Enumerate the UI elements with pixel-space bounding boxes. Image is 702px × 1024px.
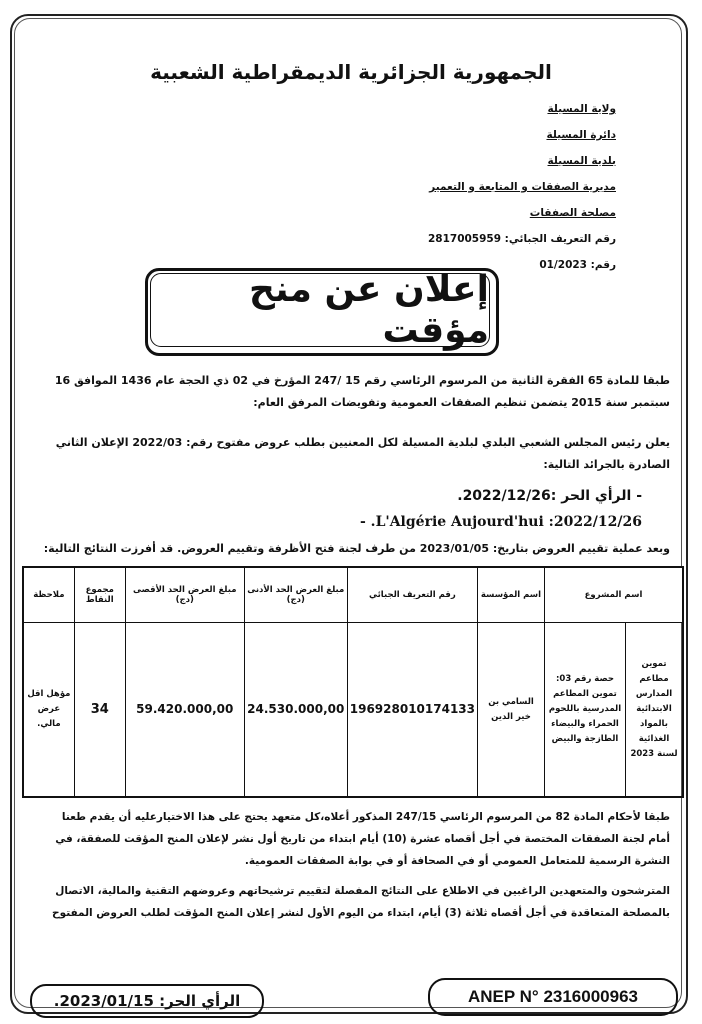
- footer-newspaper: الرأي الحر: 2023/01/15.: [30, 984, 264, 1018]
- cell-total-points: 34: [74, 623, 125, 798]
- newspaper-1: - الرأي الحر :2022/12/26.: [457, 488, 642, 504]
- header-min-amount: مبلغ العرض الحد الأدنى (دج): [244, 567, 347, 623]
- header-tax-id: رقم التعريف الجبائي: [347, 567, 477, 623]
- announcement-paragraph: يعلن رئيس المجلس الشعبي البلدي لبلدية المسيلة لكل المعنيين بطلب عروض مفتوح رقم: 2022/03 الإعلان الثاني الصادرة بالجرائد التالية:: [55, 436, 670, 471]
- table-header-row: [23, 567, 683, 623]
- daira: دائرة المسيلة: [546, 129, 616, 141]
- announcement-title: إعلان عن منح مؤقت: [150, 273, 490, 347]
- legal-basis-paragraph: طبقا للمادة 65 الفقرة الثانية من المرسوم الرئاسي رقم 15 /247 المؤرخ في 02 ذي الحجة عام 1436 الموافق 16 سبتمبر سنة 2015 يتضمن تنظيم الصفقات العمومية وتفويضات المرفق العام:: [54, 374, 670, 409]
- header-project: اسم المشروع: [545, 567, 684, 623]
- republic-heading: الجمهورية الجزائرية الديمقراطية الشعبية: [150, 60, 552, 84]
- wilaya: ولاية المسيلة: [547, 103, 616, 115]
- cell-max-amount: 59.420.000,00: [125, 623, 244, 798]
- footer-anep-number: ANEP N° 2316000963: [428, 978, 678, 1016]
- cell-min-amount: 24.530.000,00: [244, 623, 347, 798]
- header-max-amount: مبلغ العرض الحد الأقصى (دج): [125, 567, 244, 623]
- header-institution: اسم المؤسسة: [478, 567, 545, 623]
- results-table: [22, 566, 684, 798]
- cell-note: مؤهل اقل عرض مالي.: [23, 623, 74, 798]
- service: مصلحة الصفقات: [529, 207, 616, 219]
- header-note: ملاحظة: [23, 567, 74, 623]
- cell-lot: حصة رقم 03: تموين المطاعم المدرسية باللحوم الحمراء والبيضاء الطازجة والبيض: [545, 623, 626, 798]
- commune: بلدية المسيلة: [547, 155, 616, 167]
- cell-project-name: تموين مطاعم المدارس الابتدائية بالمواد الغذائية لسنة 2023: [626, 623, 684, 798]
- contact-paragraph: المترشحون والمتعهدين الراغبين في الاطلاع على النتائج المفصلة لتقييم ترشيحاتهم وعروضهم التقنية والمالية، الاتصال بالمصلحة المتعاقدة في أجل أقصاه ثلاثة (3) أيام، ابتداء من اليوم الأول لنشر إعلان المنح المؤقت لطلب العروض المفتوح: [52, 885, 670, 919]
- newspaper-2: L'Algérie Aujourd'hui :2022/12/26. -: [360, 514, 642, 530]
- issuing-authority: [376, 96, 616, 278]
- header-total-points: مجموع النقاط: [74, 567, 125, 623]
- directorate: مديرية الصفقات و المتابعة و التعمير: [429, 181, 616, 193]
- evaluation-paragraph: وبعد عملية تقييم العروض بتاريخ: 2023/01/05 من طرف لجنة فتح الأظرفة وتقييم العروض. قد أفرزت النتائج التالية:: [43, 542, 670, 555]
- reference-number: رقم: 01/2023: [539, 259, 616, 271]
- tax-id: رقم التعريف الجبائي: 2817005959: [427, 233, 616, 245]
- table-row: [23, 623, 683, 798]
- cell-tax-id: 196928010174133: [347, 623, 477, 798]
- appeal-paragraph: طبقا لأحكام المادة 82 من المرسوم الرئاسي 247/15 المذكور أعلاه،كل متعهد يحتج على هذا الاختيارعليه أن يقدم طعنا أمام لجنة الصفقات المختصة في أجل أقصاه عشرة (10) أيام ابتداء من تاريخ أول نشر لإعلان المنح المؤقت للصفقة، في النشرة الرسمية للمتعامل العمومي أو في الصحافة أو في بوابة الصفقات العمومية.: [55, 811, 670, 867]
- cell-institution: السامي بن خير الدين: [478, 623, 545, 798]
